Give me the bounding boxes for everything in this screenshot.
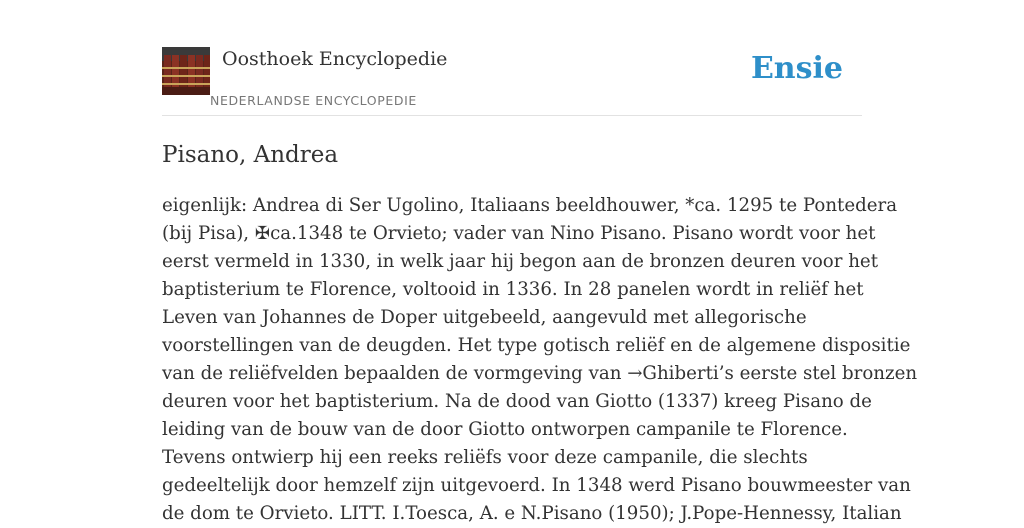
article-line: de dom te Orvieto. LITT. I.Toesca, A. e N.Pisano (1950); J.Pope-Hennessy, Italian bbox=[162, 503, 902, 524]
site-header bbox=[162, 47, 862, 115]
article-line: leiding van de bouw van de door Giotto ontworpen campanile te Florence. bbox=[162, 419, 848, 440]
article-line: van de reliëfvelden bepaalden de vormgeving van →Ghiberti’s eerste stel bronzen bbox=[162, 363, 918, 384]
article-body bbox=[162, 192, 918, 528]
article-line: voorstellingen van de deugden. Het type gotisch reliëf en de algemene dispositie bbox=[162, 335, 911, 356]
encyclopedia-books-icon[interactable] bbox=[162, 47, 210, 95]
article-line: baptisterium te Florence, voltooid in 1336. In 28 panelen wordt in reliëf het bbox=[162, 279, 864, 300]
article-line: Leven van Johannes de Doper uitgebeeld, aangevuld met allegorische bbox=[162, 307, 807, 328]
ensie-logo[interactable]: Ensie bbox=[750, 51, 843, 86]
site-title[interactable]: Oosthoek Encyclopedie bbox=[222, 48, 448, 70]
article-line: gedeeltelijk door hemzelf zijn uitgevoerd. In 1348 werd Pisano bouwmeester van bbox=[162, 475, 911, 496]
article-line: (bij Pisa), ✠ca.1348 te Orvieto; vader van Nino Pisano. Pisano wordt voor het bbox=[162, 223, 876, 244]
article-line: deuren voor het baptisterium. Na de dood van Giotto (1337) kreeg Pisano de bbox=[162, 391, 872, 412]
article-line: eerst vermeld in 1330, in welk jaar hij begon aan de bronzen deuren voor het bbox=[162, 251, 879, 272]
article-line: Tevens ontwierp hij een reeks reliëfs voor deze campanile, die slechts bbox=[162, 447, 808, 468]
article-title: Pisano, Andrea bbox=[162, 142, 339, 168]
header-divider bbox=[162, 115, 862, 116]
site-subtitle: NEDERLANDSE ENCYCLOPEDIE bbox=[210, 93, 417, 108]
article-line: eigenlijk: Andrea di Ser Ugolino, Italiaans beeldhouwer, *ca. 1295 te Pontedera bbox=[162, 195, 898, 216]
